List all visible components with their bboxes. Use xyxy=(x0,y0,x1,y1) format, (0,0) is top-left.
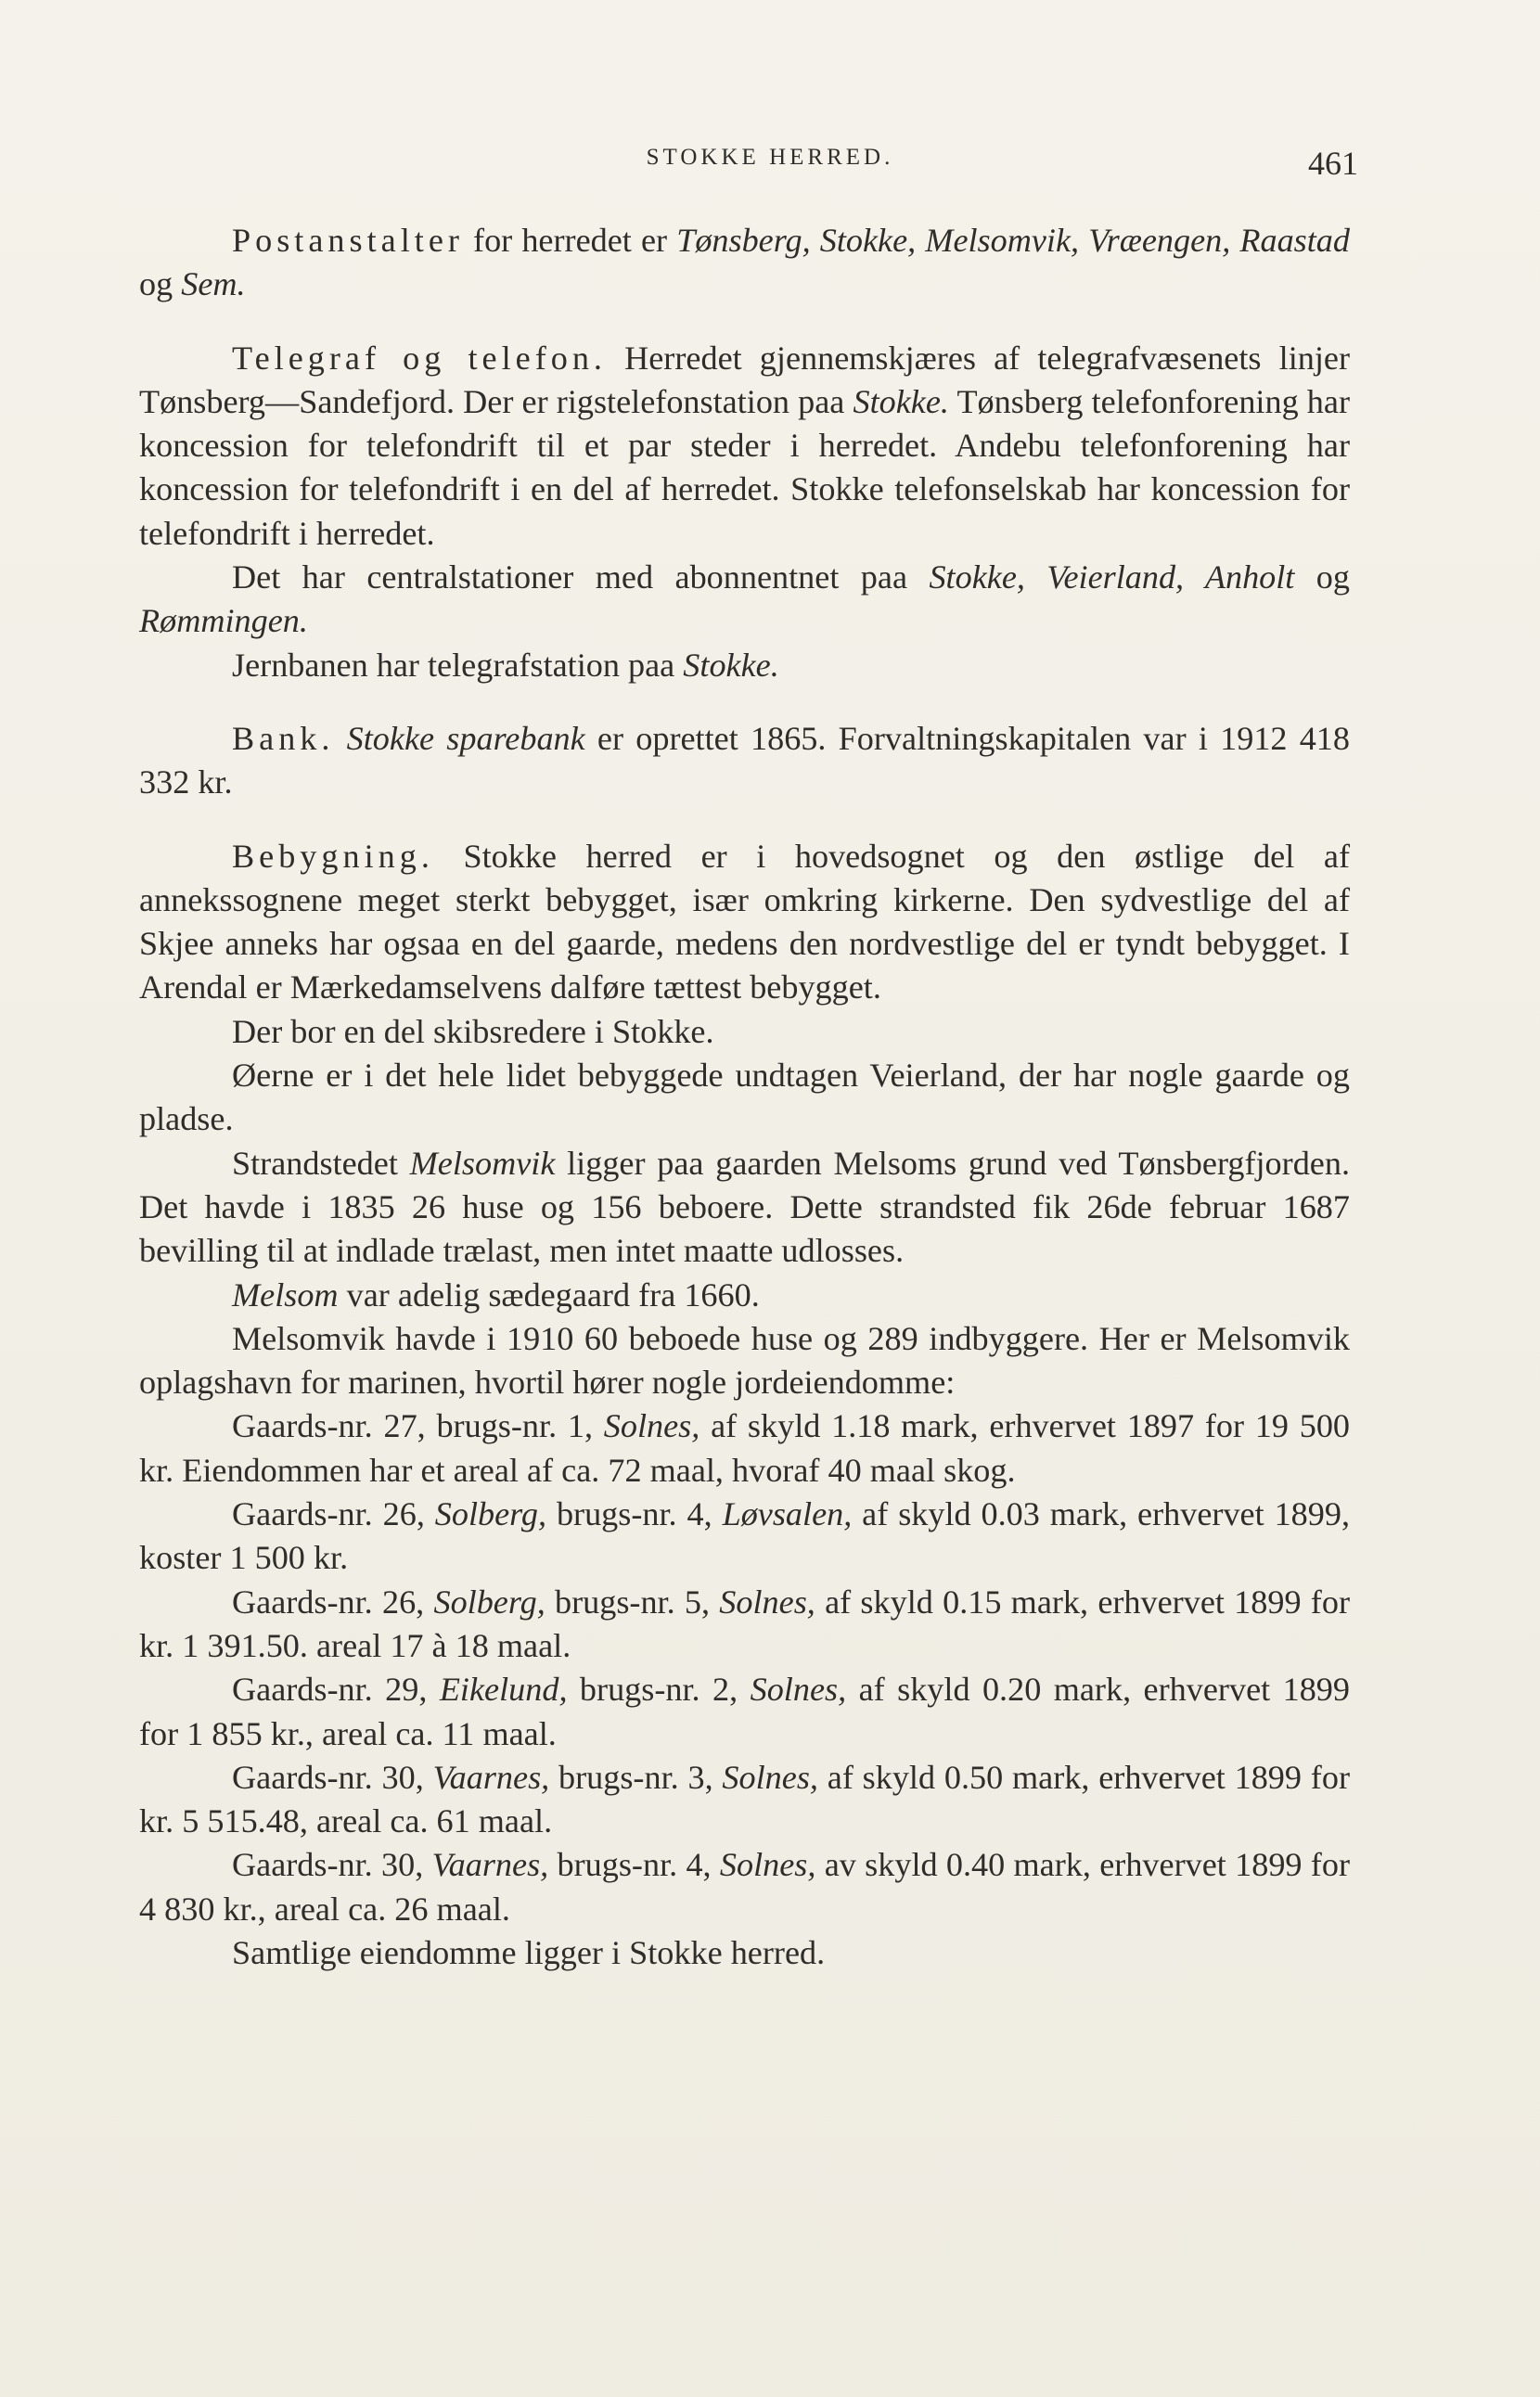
text-segment: Det har centralstationer med abonnentnet paa xyxy=(232,558,930,596)
italic-text: Eikelund, xyxy=(439,1671,568,1709)
text-segment: brugs-nr. 4, xyxy=(546,1495,723,1533)
italic-text: Solnes, xyxy=(722,1758,818,1796)
text-segment: Jernbanen har telegrafstation paa xyxy=(232,646,684,684)
running-title: STOKKE HERRED. xyxy=(646,145,894,170)
text-segment: Øerne er i det hele lidet bebyggede undtagen Veierland, der har nogle gaarde og pladse. xyxy=(139,1057,1350,1138)
text-segment: brugs-nr. 2, xyxy=(567,1671,751,1709)
paragraph xyxy=(139,1843,1350,1931)
text-segment: Samtlige eiendomme ligger i Stokke herred. xyxy=(232,1933,826,1971)
italic-text: Vaarnes, xyxy=(432,1758,550,1796)
paragraph xyxy=(139,219,1350,307)
paragraph xyxy=(139,1142,1350,1274)
section-lead-in: Telegraf og telefon. xyxy=(232,339,607,377)
text-segment: Der bor en del skibsredere i Stokke. xyxy=(232,1012,714,1050)
text-segment: brugs-nr. 4, xyxy=(548,1846,720,1884)
text-segment: var adelig sædegaard fra 1660. xyxy=(338,1275,760,1314)
text-segment: Stokke herred er i hovedsognet og den østlige del af annekssognene meget sterkt bebygget, især omkring kirkerne. Den sydvestlige del af Skjee anneks har ogsaa en del gaarde, medens den nordvestlige del er tyndt bebygget. I Arendal er Mærkedamselvens dalføre tættest bebygget. xyxy=(139,837,1350,1006)
text-segment: af skyld 0.20 mark, erhvervet 1899 for 1 855 kr., areal ca. 11 maal. xyxy=(139,1671,1350,1752)
italic-text: Solberg, xyxy=(433,1583,545,1621)
paragraph xyxy=(139,835,1350,1010)
text-segment: af skyld 0.15 mark, erhvervet 1899 for kr. 1 391.50. areal 17 à 18 maal. xyxy=(139,1583,1351,1664)
italic-text: Vaarnes, xyxy=(431,1846,549,1884)
text-segment: Gaards-nr. 29, xyxy=(232,1671,440,1709)
italic-text: Solnes, xyxy=(719,1583,815,1621)
text-segment: og xyxy=(139,265,182,303)
italic-text: Solnes, xyxy=(750,1671,847,1709)
italic-text: Melsomvik xyxy=(409,1144,556,1182)
italic-text: Tønsberg, Stokke, Melsomvik, Vræengen, Raastad xyxy=(676,222,1350,259)
italic-text: Stokke sparebank xyxy=(346,719,585,757)
text-segment: brugs-nr. 5, xyxy=(545,1583,720,1621)
italic-text: Solnes, xyxy=(603,1407,700,1445)
text-segment: af skyld 0.50 mark, erhvervet 1899 for kr. 5 515.48, areal ca. 61 maal. xyxy=(139,1758,1350,1840)
paragraph xyxy=(139,1581,1350,1669)
italic-text: Rømmingen. xyxy=(139,602,308,640)
paragraph xyxy=(139,337,1350,556)
section-lead-in: Bank. xyxy=(232,719,335,757)
text-segment: Herredet gjennemskjæres af telegrafvæsenets linjer Tønsberg—Sandefjord. Der er rigstelefonstation paa xyxy=(139,339,1351,420)
text-segment: Gaards-nr. 30, xyxy=(232,1846,432,1884)
text-segment: og xyxy=(1294,558,1350,596)
section-lead-in: Postanstalter xyxy=(232,222,464,259)
paragraph xyxy=(139,1054,1350,1142)
text-segment: af skyld 1.18 mark, erhvervet 1897 for 19 500 kr. Eiendommen har et areal af ca. 72 maal, hvoraf 40 maal skog. xyxy=(139,1407,1351,1489)
italic-text: Solnes, xyxy=(719,1846,816,1884)
paragraph xyxy=(139,1274,1350,1317)
paragraph xyxy=(139,1668,1350,1756)
text-segment: Strandstedet xyxy=(232,1144,410,1182)
text-segment: Gaards-nr. 30, xyxy=(232,1758,433,1796)
paragraph xyxy=(139,556,1350,644)
section-lead-in: Bebygning. xyxy=(232,837,434,875)
paragraph xyxy=(139,1317,1350,1405)
italic-text: Løvsalen, xyxy=(722,1495,853,1533)
text-segment: Gaards-nr. 26, xyxy=(232,1495,435,1533)
text-segment: av skyld 0.40 mark, erhvervet 1899 for 4 830 kr., areal ca. 26 maal. xyxy=(139,1846,1350,1928)
text-segment: for herredet er xyxy=(463,222,677,259)
text-segment: Gaards-nr. 27, brugs-nr. 1, xyxy=(232,1407,604,1445)
paragraph xyxy=(139,1756,1350,1844)
text-segment: Tønsberg telefonforening har koncession for telefondrift til et par steder i herredet. Andebu telefonforening har koncession for telefondrift i en del af herredet. Stokke telefonselskab har koncession for telefondrift i herredet. xyxy=(139,382,1351,552)
text-segment: ligger paa gaarden Melsoms grund ved Tønsbergfjorden. Det havde i 1835 26 huse og 156 beboere. Dette strandsted fik 26de februar 1687 bevilling til at indlade trælast, men intet maatte udlosses. xyxy=(139,1144,1351,1270)
italic-text: Sem. xyxy=(181,265,246,303)
paragraph xyxy=(139,1010,1350,1054)
text-segment: brugs-nr. 3, xyxy=(549,1758,723,1796)
paragraph xyxy=(139,644,1350,687)
paragraph xyxy=(139,717,1350,805)
body-text xyxy=(139,219,1350,1975)
page-number: 461 xyxy=(1308,145,1358,182)
italic-text: Stokke. xyxy=(683,646,779,684)
text-segment: er oprettet 1865. Forvaltningskapitalen var i 1912 418 332 kr. xyxy=(139,719,1350,801)
text-segment: Melsomvik havde i 1910 60 beboede huse og 289 indbyggere. Her er Melsomvik oplagshavn for marinen, hvortil hører nogle jordeiendomme: xyxy=(139,1319,1350,1402)
italic-text: Stokke. xyxy=(853,382,949,420)
paragraph xyxy=(139,1493,1350,1581)
italic-text: Melsom xyxy=(232,1275,339,1314)
text-segment xyxy=(334,720,346,757)
text-segment: Gaards-nr. 26, xyxy=(232,1583,434,1621)
italic-text: Solberg, xyxy=(434,1495,547,1533)
paragraph xyxy=(139,1931,1350,1975)
text-segment: af skyld 0.03 mark, erhvervet 1899, koster 1 500 kr. xyxy=(139,1495,1350,1577)
italic-text: Stokke, Veierland, Anholt xyxy=(929,558,1295,596)
paragraph xyxy=(139,1404,1350,1493)
